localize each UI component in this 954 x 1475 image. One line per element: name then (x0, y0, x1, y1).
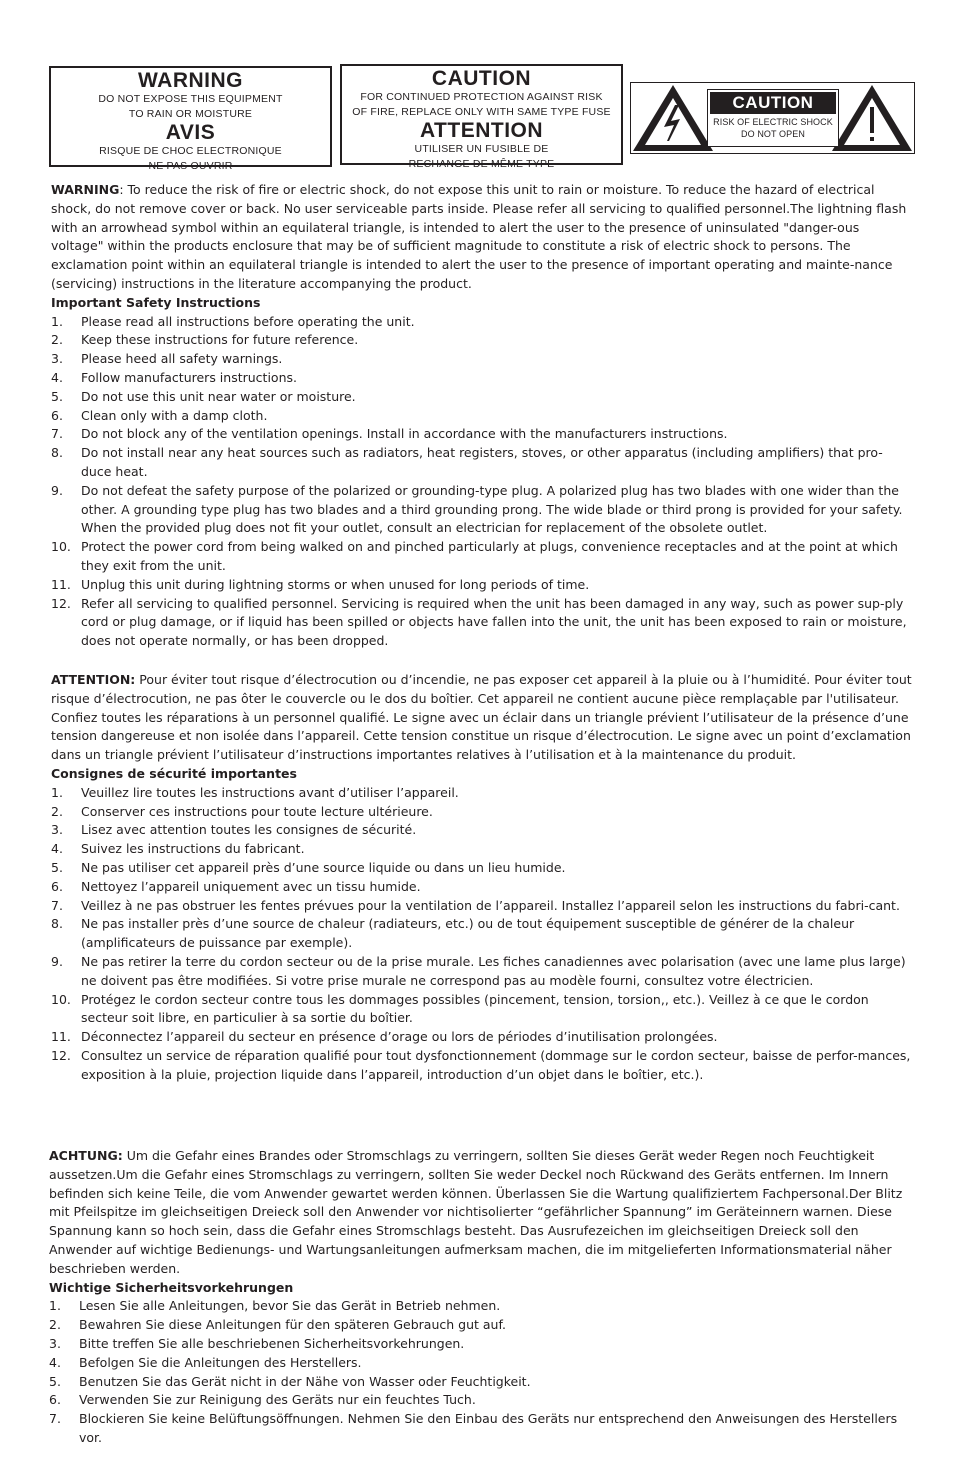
list-item-number: 9. (51, 482, 63, 498)
list-item-text: Please read all instructions before operating the unit. (81, 313, 415, 329)
list-item-text: Refer all servicing to qualified personnel. Servicing is required when the unit has been damaged in any way, such as power sup-ply cord or plug damage, or if liquid has been spilled or objects have fallen into the unit, the unit has been exposed to rain or moisture, does not operate normally, or has been dropped. (81, 595, 907, 649)
list-item-number: 9. (51, 953, 63, 969)
german-list-item (49, 1391, 915, 1410)
english-list-item (51, 595, 913, 651)
english-list-item (51, 407, 913, 426)
shock-caution-inner-box (707, 89, 839, 147)
english-list-item (51, 576, 913, 595)
english-heading: Important Safety Instructions (51, 294, 261, 310)
list-item-number: 2. (51, 332, 63, 348)
caution-line-2: OF FIRE, REPLACE ONLY WITH SAME TYPE FUSE (352, 106, 611, 118)
warning-title: WARNING (138, 69, 243, 92)
list-item-text: Benutzen Sie das Gerät nicht in der Nähe von Wasser oder Feuchtigkeit. (79, 1373, 531, 1389)
english-instruction-list (51, 313, 913, 651)
list-item-text: Do not block any of the ventilation openings. Install in accordance with the manufacturers instructions. (81, 426, 728, 442)
german-lead: ACHTUNG: (49, 1148, 123, 1163)
list-item-number: 3. (51, 822, 63, 838)
english-list-item (51, 444, 913, 482)
french-list-item (51, 878, 913, 897)
english-list-item (51, 538, 913, 576)
list-item-number: 7. (51, 897, 63, 913)
list-item-number: 8. (51, 445, 63, 461)
list-item-number: 1. (49, 1298, 61, 1314)
english-list-item (51, 482, 913, 538)
english-list-item (51, 388, 913, 407)
german-list-item (49, 1373, 915, 1392)
avis-title: AVIS (165, 121, 216, 144)
french-list-item (51, 859, 913, 878)
list-item-number: 7. (49, 1411, 61, 1427)
list-item-text: Lisez avec attention toutes les consignes de sécurité. (81, 822, 417, 838)
list-item-number: 4. (49, 1354, 61, 1370)
german-instruction-list (49, 1297, 915, 1447)
french-list-item (51, 803, 913, 822)
german-list-item (49, 1335, 915, 1354)
french-list-item (51, 821, 913, 840)
french-lead: ATTENTION: (51, 672, 136, 687)
english-list-item (51, 425, 913, 444)
german-list-item (49, 1410, 915, 1448)
english-intro-paragraph (51, 181, 913, 294)
list-item-text: Suivez les instructions du fabricant. (81, 841, 305, 857)
english-lead: WARNING (51, 182, 120, 197)
list-item-text: Blockieren Sie keine Belüftungsöffnungen. Nehmen Sie den Einbau des Geräts nur entsprechend den Anweisungen des Herstellers vor. (79, 1411, 898, 1445)
list-item-text: Protégez le cordon secteur contre tous les dommages possibles (pincement, tension, torsion,, etc.). Veillez à ce que le cordon secteur soit libre, en particulier à sa sortie du boîtier. (81, 991, 869, 1026)
english-list-item (51, 350, 913, 369)
french-list-item (51, 1047, 913, 1085)
french-safety-section (51, 671, 913, 1085)
list-item-number: 7. (51, 426, 63, 442)
list-item-text: Ne pas retirer la terre du cordon secteur ou de la prise murale. Les fiches canadiennes avec polarisation (avec une lame plus large) ne doivent pas être modifiées. Si votre prise murale ne correspond pas au modèle fourni, consultez votre électricien. (81, 953, 906, 988)
french-list-item (51, 915, 913, 953)
french-list-item (51, 840, 913, 859)
shock-caution-line-2: DO NOT OPEN (741, 129, 805, 139)
list-item-text: Protect the power cord from being walked on and pinched particularly at plugs, convenience receptacles and at the point at which they exit from the unit. (81, 539, 898, 573)
shock-caution-title: CAUTION (710, 92, 836, 114)
french-list-item (51, 991, 913, 1029)
caution-title: CAUTION (431, 67, 532, 90)
warning-avis-label (49, 66, 332, 172)
list-item-text: Clean only with a damp cloth. (81, 407, 268, 423)
french-intro: Pour éviter tout risque d’électrocution ou d’incendie, ne pas exposer cet appareil à la pluie ou à l’humidité. Pour éviter tout risque d’électrocution, ne pas ôter le couvercle ou le dos du boîtier. Cet appareil ne contient aucune pièce remplaçable par l'utilisateur. Confiez toutes les réparations à un personnel qualifié. Le signe avec un éclair dans un triangle prévient l’utilisateur de la présence d’une tension dangereuse et non isolée dans l’appareil. Cette tension constitue un risque d’électrocution. Le signe avec un point d’exclamation dans un triangle prévient l’utilisateur d’instructions importantes relatives à l’utilisation et à la maintenance du produit. (51, 672, 912, 763)
list-item-text: Consultez un service de réparation qualifié pour tout dysfonctionnement (dommage sur le cordon secteur, baisse de perfor-mances, exposition à la pluie, projection liquide dans l’appareil, introduction d’un objet dans le boîtier, etc.). (81, 1047, 911, 1082)
avis-line-2: NE PAS OUVRIR (148, 160, 233, 172)
list-item-number: 6. (51, 878, 63, 894)
german-list-item (49, 1354, 915, 1373)
list-item-number: 5. (51, 388, 63, 404)
german-list-item (49, 1316, 915, 1335)
list-item-number: 6. (49, 1392, 61, 1408)
english-list-item (51, 369, 913, 388)
list-item-number: 1. (51, 784, 63, 800)
list-item-text: Veillez à ne pas obstruer les fentes prévues pour la ventilation de l’appareil. Installez l’appareil selon les instructions du fabri-cant. (81, 897, 900, 913)
german-intro-paragraph (49, 1147, 915, 1279)
list-item-number: 10. (51, 539, 71, 555)
german-heading: Wichtige Sicherheitsvorkehrungen (49, 1279, 294, 1295)
german-safety-section (49, 1147, 915, 1448)
list-item-number: 6. (51, 407, 63, 423)
list-item-text: Déconnectez l’appareil du secteur en présence d’orage ou lors de périodes d’inutilisation prolongées. (81, 1029, 718, 1045)
french-list-item (51, 1028, 913, 1047)
list-item-text: Lesen Sie alle Anleitungen, bevor Sie das Gerät in Betrieb nehmen. (79, 1298, 501, 1314)
german-list-item (49, 1297, 915, 1316)
list-item-text: Keep these instructions for future reference. (81, 332, 359, 348)
list-item-number: 10. (51, 991, 71, 1007)
english-list-item (51, 331, 913, 350)
list-item-number: 4. (51, 369, 63, 385)
list-item-text: Nettoyez l’appareil uniquement avec un tissu humide. (81, 878, 421, 894)
caution-attention-label (340, 64, 623, 170)
list-item-text: Ne pas installer près d’une source de chaleur (radiateurs, etc.) ou de tout équipement susceptible de générer de la chaleur (amplificateurs de puissance par exemple). (81, 916, 855, 951)
list-item-number: 2. (51, 803, 63, 819)
list-item-number: 3. (51, 351, 63, 367)
list-item-text: Bewahren Sie diese Anleitungen für den späteren Gebrauch gut auf. (79, 1317, 506, 1333)
list-item-number: 5. (51, 859, 63, 875)
list-item-text: Ne pas utiliser cet appareil près d’une source liquide ou dans un lieu humide. (81, 859, 566, 875)
list-item-text: Do not defeat the safety purpose of the polarized or grounding-type plug. A polarized plug has two blades with one wider than the other. A grounding type plug has two blades and a third grounding prong. The wide blade or third prong is provided for your safety. When the provided plug does not fit your outlet, consult an electrician for replacement of the obsolete outlet. (81, 482, 903, 536)
warning-line-2: TO RAIN OR MOISTURE (128, 108, 253, 120)
french-heading: Consignes de sécurité importantes (51, 765, 297, 781)
list-item-text: Do not use this unit near water or moisture. (81, 388, 356, 404)
list-item-text: Please heed all safety warnings. (81, 351, 283, 367)
list-item-number: 11. (51, 1029, 71, 1045)
avis-line-1: RISQUE DE CHOC ELECTRONIQUE (99, 145, 282, 157)
list-item-number: 2. (49, 1317, 61, 1333)
electric-shock-caution-label (630, 82, 915, 154)
caution-line-1: FOR CONTINUED PROTECTION AGAINST RISK (360, 91, 603, 103)
german-intro: Um die Gefahr eines Brandes oder Stromschlags zu verringern, sollten Sie dieses Gerät weder Regen noch Feuchtigkeit aussetzen.Um die Gefahr eines Stromschlags zu verringern, sollten Sie weder Deckel noch Rückwand des Geräts entfernen. Im Innern befinden sich keine Teile, die vom Anwender gewartet werden können. Überlassen Sie die Wartung qualifiziertem Fachpersonal.Der Blitz mit Pfeilspitze im gleichseitigen Dreieck soll den Anwender vor nichtisolierter “gefährlicher Spannung” im Geräteinnern warnen. Diese Spannung kann so hoch sein, dass die Gefahr eines Stromschlags besteht. Das Ausrufezeichen im gleichseitigen Dreieck soll den Anwender auf wichtige Bedienungs- und Wartungsanleitungen aufmerksam machen, die im mitgelieferten Informationsmaterial näher beschrieben werden. (49, 1148, 903, 1276)
french-list-item (51, 897, 913, 916)
english-safety-section (51, 181, 913, 651)
french-list-item (51, 784, 913, 803)
list-item-number: 3. (49, 1335, 61, 1351)
list-item-number: 12. (51, 1047, 71, 1063)
french-list-item (51, 953, 913, 991)
french-instruction-list (51, 784, 913, 1085)
warning-line-1: DO NOT EXPOSE THIS EQUIPMENT (98, 93, 283, 105)
list-item-text: Veuillez lire toutes les instructions avant d’utiliser l’appareil. (81, 784, 459, 800)
attention-line-1: UTILISER UN FUSIBLE DE (414, 143, 549, 155)
exclamation-mark-icon (870, 107, 874, 133)
list-item-text: Conserver ces instructions pour toute lecture ultérieure. (81, 803, 433, 819)
list-item-text: Bitte treffen Sie alle beschriebenen Sicherheitsvorkehrungen. (79, 1335, 465, 1351)
list-item-text: Befolgen Sie die Anleitungen des Herstellers. (79, 1354, 362, 1370)
shock-caution-line-1: RISK OF ELECTRIC SHOCK (713, 117, 833, 127)
list-item-text: Do not install near any heat sources such as radiators, heat registers, stoves, or other apparatus (including amplifiers) that pro-duce heat. (81, 445, 883, 479)
list-item-number: 5. (49, 1373, 61, 1389)
list-item-number: 8. (51, 916, 63, 932)
list-item-text: Verwenden Sie zur Reinigung des Geräts nur ein feuchtes Tuch. (79, 1392, 476, 1408)
english-intro: : To reduce the risk of fire or electric shock, do not expose this unit to rain or moisture. To reduce the hazard of electrical shock, do not remove cover or back. No user serviceable parts inside. Please refer all servicing to qualified personnel.The lightning flash with an arrowhead symbol within an equilateral triangle, is intended to alert the user to the presence of uninsulated "danger-ous voltage" within the products enclosure that may be of sufficient magnitude to constitute a risk of electric shock to persons. The exclamation point within an equilateral triangle is intended to alert the user to the presence of important operating and mainte-nance (servicing) instructions in the literature accompanying the product. (51, 182, 907, 291)
english-list-item (51, 313, 913, 332)
list-item-number: 4. (51, 841, 63, 857)
french-intro-paragraph (51, 671, 913, 765)
list-item-number: 1. (51, 313, 63, 329)
list-item-text: Unplug this unit during lightning storms or when unused for long periods of time. (81, 576, 590, 592)
attention-line-2: RECHANGE DE MÊME TYPE (408, 158, 555, 170)
list-item-text: Follow manufacturers instructions. (81, 369, 297, 385)
list-item-number: 11. (51, 576, 71, 592)
attention-title: ATTENTION (419, 119, 544, 142)
list-item-number: 12. (51, 595, 71, 611)
